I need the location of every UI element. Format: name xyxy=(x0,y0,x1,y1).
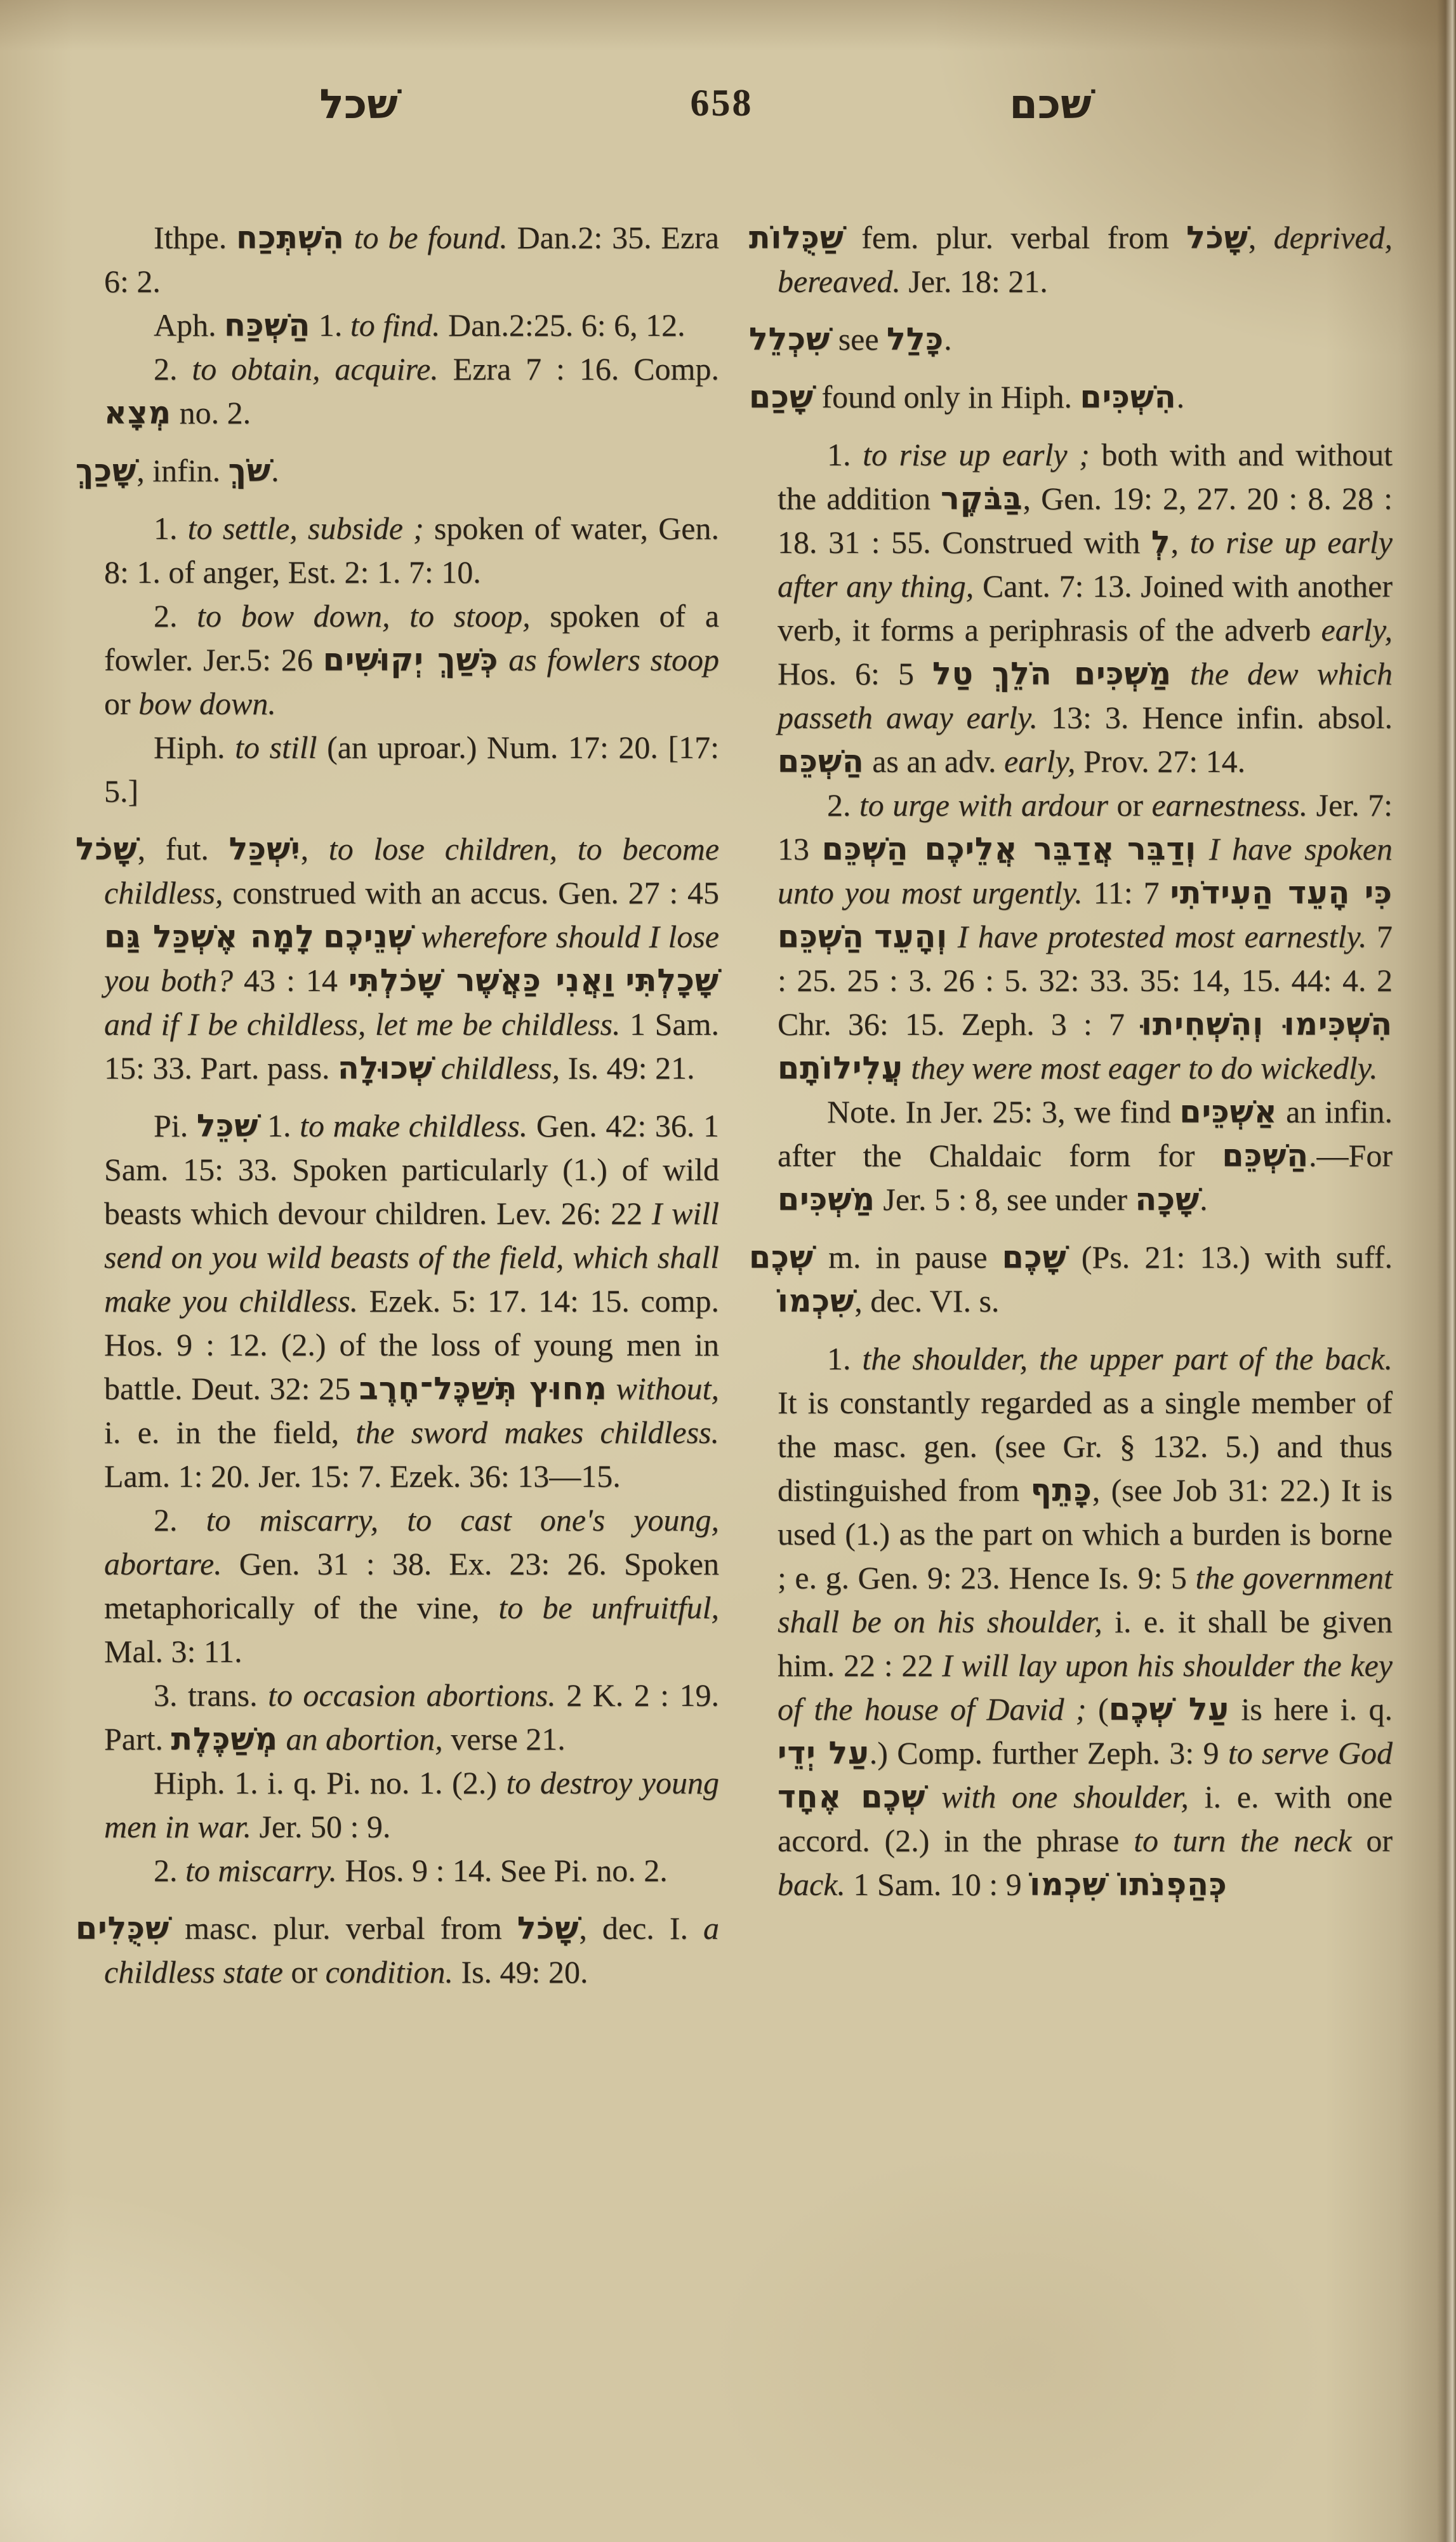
text-run: to miscarry, to cast one's young, abortare. xyxy=(104,1502,719,1581)
hebrew-word: וְדַבֵּר xyxy=(1127,831,1197,867)
hebrew-word: שַׁכֻּלוֹת xyxy=(749,220,844,256)
paragraph xyxy=(104,1498,719,1674)
paragraph xyxy=(778,783,1393,1090)
text-run: to destroy young men in war. xyxy=(104,1765,719,1844)
text-run: an infin. after the Chaldaic form for xyxy=(778,1094,1393,1173)
text-run: 2. xyxy=(154,1502,206,1538)
text-run: , xyxy=(1248,220,1274,255)
left-column xyxy=(75,216,719,2008)
hebrew-word: מַשְׁכִּים xyxy=(778,1181,875,1218)
hebrew-word: שִׁכְלֵל xyxy=(749,321,831,357)
text-run: Lam. 1: 20. Jer. 15: 7. Ezek. 36: 13—15. xyxy=(104,1458,621,1494)
text-run: bow down. xyxy=(138,686,276,721)
paragraph xyxy=(104,726,719,813)
text-run: , fut. xyxy=(137,831,229,867)
text-run: , dec. VI. s. xyxy=(854,1283,1000,1319)
text-run: the government shall be on his shoulder, xyxy=(778,1560,1393,1639)
text-run: childless, xyxy=(440,1050,560,1086)
text-run xyxy=(498,642,508,677)
text-run: 1 Sam. 10 : 9 xyxy=(845,1867,1030,1902)
entry-paragraph xyxy=(76,1906,719,1994)
text-run: Hos. 6: 5 xyxy=(778,656,932,691)
text-run: deprived, bereaved. xyxy=(778,220,1393,299)
text-run: to occasion abortions. xyxy=(268,1677,556,1713)
text-run: 1 Sam. 15: 33. Part. pass. xyxy=(104,1006,719,1086)
hebrew-word: שָׁכֹל xyxy=(76,831,138,867)
text-run: Ithpe. xyxy=(154,220,237,255)
hebrew-word: שָׁכָה xyxy=(1135,1181,1200,1218)
text-run: Jer. 7: 13 xyxy=(778,787,1393,867)
text-run: the sword makes childless. xyxy=(355,1414,720,1450)
text-run: 11: 7 xyxy=(1082,875,1170,910)
text-run: construed with an accus. Gen. 27 : 45 xyxy=(223,875,719,910)
text-run: I have protested most earnestly. xyxy=(957,919,1367,954)
text-run: Gen. 42: 36. 1 Sam. 15: 33. Spoken particularly (1.) of wild beasts which devour children. Lev. 26: 22 xyxy=(104,1108,719,1231)
hebrew-word: בַּבֹּקֶר xyxy=(941,481,1023,517)
page-content xyxy=(75,81,1393,2008)
text-run: to still xyxy=(235,729,317,765)
text-run: Jer. 18: 21. xyxy=(900,263,1048,299)
text-run: to urge with ardour xyxy=(859,787,1108,823)
text-run: 1. xyxy=(258,1108,300,1143)
paragraph xyxy=(104,594,719,726)
text-run: Jer. 50 : 9. xyxy=(251,1809,391,1844)
entry-paragraph xyxy=(749,216,1393,303)
text-run: masc. plur. verbal from xyxy=(169,1910,517,1946)
text-run: , xyxy=(300,831,329,867)
paragraph xyxy=(778,433,1393,783)
text-run: with one shoulder, xyxy=(941,1779,1189,1814)
text-run: to serve God xyxy=(1228,1735,1393,1771)
hebrew-word: כָּתֵף xyxy=(1030,1472,1092,1508)
text-run: to bow down, to stoop, xyxy=(197,598,531,634)
page-number: 658 xyxy=(690,82,753,124)
text-run: or xyxy=(104,686,139,721)
text-run: 3. trans. xyxy=(154,1677,268,1713)
text-run: or xyxy=(282,1954,326,1990)
text-run: an abortion, xyxy=(286,1721,443,1757)
paragraph xyxy=(104,1674,719,1761)
hebrew-word: עַל שְׁכֶם xyxy=(1108,1691,1229,1727)
text-run: . xyxy=(1176,379,1185,415)
text-run: Prov. 27: 14. xyxy=(1075,743,1246,779)
text-run xyxy=(615,962,626,998)
hebrew-word: וְהָעֵד xyxy=(874,919,948,955)
hebrew-word: מְשַׁכֶּלֶת xyxy=(171,1721,279,1757)
text-run: 2 K. 2 : 19. Part. xyxy=(104,1677,720,1757)
text-run: Jer. 5 : 8, see under xyxy=(875,1181,1135,1217)
hebrew-word: לְ xyxy=(1151,524,1171,561)
text-run: , xyxy=(1170,524,1190,560)
text-run: see xyxy=(830,321,887,357)
entry-paragraph xyxy=(76,449,719,493)
text-run: 1. xyxy=(154,510,188,546)
hebrew-word: הִשְׁכִּימוּ וְהִשְׁחִיתוּ עֲלִילוֹתָם xyxy=(778,1006,1393,1086)
text-run: to obtain, acquire. xyxy=(192,351,439,387)
text-run: ( xyxy=(1086,1691,1109,1727)
hebrew-word: כָּלַל xyxy=(887,321,944,357)
paragraph xyxy=(104,303,719,347)
text-run: , Gen. 19: 2, 27. 20 : 8. 28 : 18. 31 : 55. Construed with xyxy=(778,481,1393,560)
text-run: to be unfruitful, xyxy=(498,1590,720,1625)
text-run: Hos. 9 : 14. See Pi. no. 2. xyxy=(336,1853,668,1888)
text-run xyxy=(1196,831,1209,867)
text-run: Gen. 31 : 38. Ex. 23: 26. Spoken metaphorically of the vine, xyxy=(104,1546,719,1625)
text-run: to settle, subside ; xyxy=(187,510,424,546)
hebrew-word: עַל יְדֵי xyxy=(778,1735,870,1771)
text-run xyxy=(278,1721,286,1757)
paragraph xyxy=(104,507,719,594)
text-run: 43 : 14 xyxy=(233,962,348,998)
text-run: back. xyxy=(778,1867,845,1902)
text-run xyxy=(925,1779,941,1814)
text-run: , dec. I. xyxy=(579,1910,703,1946)
text-run: Cant. 7: 13. Joined with another verb, it forms a periphrasis of the adverb xyxy=(778,568,1393,648)
text-run: to make childless. xyxy=(300,1108,528,1143)
paragraph xyxy=(104,347,719,435)
right-column xyxy=(748,216,1393,1906)
text-run: 2. xyxy=(827,787,859,823)
text-run: , infin. xyxy=(136,453,228,488)
text-run: is here i. q. xyxy=(1229,1691,1393,1727)
text-run: 13: 3. Hence infin. absol. xyxy=(1038,700,1393,735)
text-run xyxy=(1172,656,1190,691)
hebrew-word: אֲדַבֵּר אֲלֵיכֶם הַשְׁכֵּם xyxy=(821,831,1115,867)
hebrew-word: הַשְׁכֵּם xyxy=(1222,1138,1309,1174)
text-run xyxy=(345,220,354,255)
text-run: (Ps. 21: 13.) with suff. xyxy=(1066,1239,1393,1275)
running-header xyxy=(75,81,1393,183)
text-run: or xyxy=(1351,1823,1393,1858)
text-run: Ezek. 5: 17. 14: 15. comp. Hos. 9 : 12. (2.) of the loss of young men in battle. Deut. 32: 25 xyxy=(104,1283,719,1406)
entry-paragraph xyxy=(749,375,1393,419)
paragraph xyxy=(778,1090,1393,1221)
text-run: to rise up early after any thing, xyxy=(778,524,1393,604)
text-run: to lose children, to become childless, xyxy=(104,831,720,910)
text-run xyxy=(433,1050,441,1086)
text-run: early, xyxy=(1004,743,1076,779)
hebrew-word: שָׁכָלְתִּי xyxy=(625,962,719,999)
text-run: to find. xyxy=(350,307,440,343)
hebrew-word: מְצָא xyxy=(104,395,172,431)
text-run: I will lay upon his shoulder the key of the house of David ; xyxy=(778,1647,1393,1727)
hebrew-word: שִׁכֵּל xyxy=(196,1108,259,1144)
text-run: wherefore should I lose you both? xyxy=(104,919,719,998)
text-run: i. e. it shall be given him. 22 : 22 xyxy=(778,1604,1393,1683)
text-run: Pi. xyxy=(154,1108,197,1143)
text-run: to be found. xyxy=(354,220,508,255)
text-run: found only in Hiph. xyxy=(814,379,1080,415)
text-run: no. 2. xyxy=(171,395,251,430)
hebrew-word: שִׁכֻּלִים xyxy=(76,1910,170,1946)
text-run xyxy=(607,1371,616,1406)
text-run: verse 21. xyxy=(442,1721,566,1757)
hebrew-word: הִשְׁתְּכַח xyxy=(236,220,345,256)
text-run: , (see Job 31: 22.) It is used (1.) as the part on which a burden is borne ; e. g. Gen. 9: 23. Hence Is. 9: 5 xyxy=(778,1472,1393,1595)
hebrew-word: כְּשַׁךְ יְקוּשִׁים xyxy=(322,642,499,678)
text-run xyxy=(948,919,958,954)
text-run: the shoulder, the upper part of the back. xyxy=(862,1341,1393,1376)
entry-paragraph xyxy=(749,1235,1393,1323)
hebrew-word: יִשְׁכַּל xyxy=(228,831,301,867)
text-run: to turn the neck xyxy=(1134,1823,1352,1858)
text-run: Dan.2:25. 6: 6, 12. xyxy=(440,307,685,343)
text-run: Is. 49: 20. xyxy=(453,1954,588,1990)
text-run: to miscarry. xyxy=(185,1853,337,1888)
text-run xyxy=(903,1050,911,1086)
text-run: without, xyxy=(616,1371,719,1406)
header-right-keyword: שׁכם xyxy=(1009,81,1092,128)
text-run: It is constantly regarded as a single member of the masc. gen. (see Gr. § 132. 5.) and thus distinguished from xyxy=(778,1385,1393,1508)
hebrew-word: מִחוּץ תְּשַׁכֶּל־חֶרֶב xyxy=(359,1371,607,1407)
text-run: a childless state xyxy=(104,1910,719,1990)
hebrew-word: שֹׁךְ xyxy=(228,453,272,489)
hebrew-word: אַשְׁכֵּים xyxy=(1179,1094,1278,1130)
paragraph xyxy=(778,1337,1393,1906)
hebrew-word: שָׁכַם xyxy=(749,379,814,415)
text-columns xyxy=(75,216,1393,2008)
hebrew-word: שְׁכֶם xyxy=(749,1239,814,1275)
text-run: . xyxy=(1200,1181,1208,1217)
paragraph xyxy=(104,1849,719,1893)
text-run xyxy=(1115,831,1127,867)
text-run: (an uproar.) Num. 17: 20. [17: 5.] xyxy=(104,729,719,809)
hebrew-word: מַשְׁכִּים הֹלֵךְ xyxy=(991,656,1172,692)
entry-paragraph xyxy=(76,827,720,1090)
text-run xyxy=(413,919,421,954)
hebrew-word: שְׁכוּלָה xyxy=(338,1050,433,1086)
text-run: or xyxy=(1108,787,1152,823)
hebrew-word: שְׁכֶם אֶחָד xyxy=(778,1779,926,1815)
text-run: early, xyxy=(1321,612,1393,648)
text-run: i. e. in the field, xyxy=(104,1414,356,1450)
text-run: spoken of water, Gen. 8: 1. of anger, Est. 2: 1. 7: 10. xyxy=(104,510,720,590)
text-run: Dan.2: 35. Ezra 6: 2. xyxy=(104,220,719,299)
hebrew-word: שָׁכֹל xyxy=(1186,220,1248,256)
text-run: Hiph. 1. i. q. Pi. no. 1. (2.) xyxy=(154,1765,506,1800)
text-run: 1. xyxy=(827,437,863,472)
text-run: I have spoken unto you most urgently. xyxy=(778,831,1393,910)
text-run: m. in pause xyxy=(814,1239,1002,1275)
entry-paragraph xyxy=(749,317,1393,361)
text-run: . xyxy=(944,321,952,357)
text-run: 2. xyxy=(154,598,197,634)
text-run: fem. plur. verbal from xyxy=(844,220,1187,255)
hebrew-word: טַל xyxy=(932,656,974,692)
text-run: 1. xyxy=(827,1341,863,1376)
text-run: Mal. 3: 11. xyxy=(104,1634,242,1669)
hebrew-word: שָׁכֶם xyxy=(1002,1239,1067,1275)
text-run: . xyxy=(271,453,279,488)
text-run: as fowlers stoop xyxy=(508,642,719,677)
text-run: 2. xyxy=(154,1853,185,1888)
text-run: as an adv. xyxy=(864,743,1004,779)
hebrew-word: שָׁכַךְ xyxy=(76,453,137,489)
text-run: the dew which passeth away early. xyxy=(778,656,1393,735)
hebrew-word: שִׁכְמוֹ xyxy=(778,1283,855,1319)
header-left-keyword: שׁכל xyxy=(319,81,398,128)
text-run: to rise up early ; xyxy=(863,437,1090,472)
text-run: condition. xyxy=(325,1954,453,1990)
text-run: 1. xyxy=(310,307,350,343)
text-run: spoken of a fowler. Jer.5: 26 xyxy=(104,598,720,677)
hebrew-word: שְׁנֵיכֶם xyxy=(323,919,413,955)
text-run: Is. 49: 21. xyxy=(560,1050,695,1086)
text-run xyxy=(974,656,992,691)
text-run: i. e. with one accord. (2.) in the phrase xyxy=(778,1779,1393,1858)
hebrew-word: הַשְׁכֵּם xyxy=(778,743,864,780)
text-run: and if I be childless, let me be childless. xyxy=(104,1006,621,1042)
text-run: Hiph. xyxy=(154,729,235,765)
text-run: 7 : 25. 25 : 3. 26 : 5. 32: 33. 35: 14, 15. 44: 4. 2 Chr. 36: 15. Zeph. 3 : 7 xyxy=(778,919,1393,1042)
hebrew-word: וַאֲנִי כַּאֲשֶׁר שָׁכֹלְתִּי xyxy=(348,962,615,999)
text-run xyxy=(315,919,323,954)
hebrew-word: לָמָה אֶשְׁכַּל גַּם xyxy=(104,919,315,955)
hebrew-word: הִשְׁכִּים xyxy=(1080,379,1177,415)
text-run: 2. xyxy=(154,351,192,387)
text-run: Note. In Jer. 25: 3, we find xyxy=(827,1094,1180,1129)
text-run: earnestness. xyxy=(1151,787,1308,823)
text-run: I will send on you wild beasts of the field, which shall make you childless. xyxy=(104,1195,719,1319)
text-run: .) Comp. further Zeph. 3: 9 xyxy=(869,1735,1228,1771)
text-run: Aph. xyxy=(154,307,225,343)
hebrew-word: כִּי הָעֵד הַעִידֹתִי הַשְׁכֵּם xyxy=(778,875,1393,955)
text-run xyxy=(864,919,875,954)
paragraph xyxy=(104,1761,719,1849)
hebrew-word: הַשְׁכַּח xyxy=(224,307,311,343)
paragraph xyxy=(104,1104,719,1498)
hebrew-word: שָׁכֹל xyxy=(517,1910,579,1946)
text-run: .—For xyxy=(1309,1138,1393,1173)
text-run: both with and without the addition xyxy=(778,437,1393,516)
text-run: they were most eager to do wickedly. xyxy=(911,1050,1378,1086)
paragraph xyxy=(104,216,719,303)
hebrew-word: כְּהַפְנֹתוֹ שִׁכְמוֹ xyxy=(1029,1867,1228,1903)
text-run: Ezra 7 : 16. Comp. xyxy=(438,351,719,387)
